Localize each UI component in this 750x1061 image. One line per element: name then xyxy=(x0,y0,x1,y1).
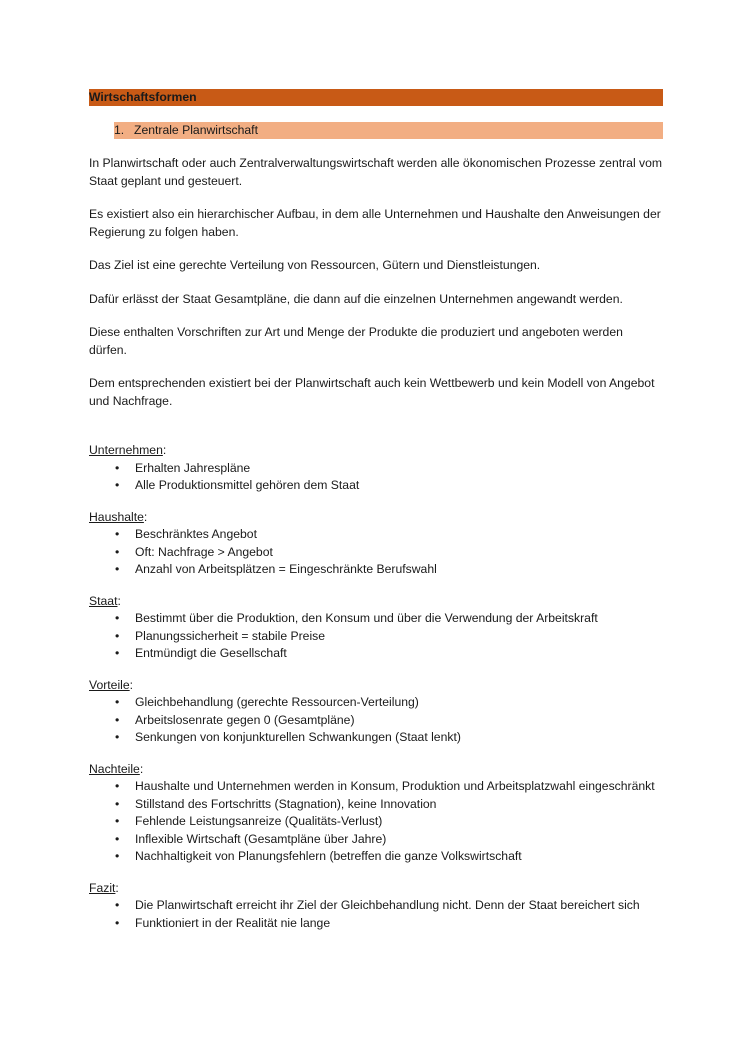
bullet-icon: • xyxy=(115,527,120,541)
list-item: • Die Planwirtschaft erreicht ihr Ziel der Gleichbehandlung nicht. Denn der Staat bereichert sich xyxy=(89,897,663,915)
bullet-icon: • xyxy=(115,562,120,576)
section-title: Vorteile xyxy=(89,677,130,692)
heading-bar xyxy=(89,89,663,106)
section-staat: Staat: • Bestimmt über die Produktion, den Konsum und über die Verwendung der Arbeitskraft • Planungssicherheit = stabile Preise • Entmündigt die Gesellschaft xyxy=(89,593,663,663)
list-item: • Alle Produktionsmittel gehören dem Staat xyxy=(89,477,663,495)
section-nachteile: Nachteile: • Haushalte und Unternehmen werden in Konsum, Produktion und Arbeitsplatzwahl eingeschränkt • Stillstand des Fortschritts (Stagnation), keine Innovation • Fehlende Leistungsanreize (Qualitäts-Verlust) • Inflexible Wirtschaft (Gesamtpläne über Jahre) • Nachhaltigkeit von Planungsfehlern (betreffen die ganze Volkswirtschaft xyxy=(89,761,663,866)
list-item: • Oft: Nachfrage > Angebot xyxy=(89,544,663,562)
heading-text: Wirtschaftsformen xyxy=(89,90,197,104)
list-item: • Haushalte und Unternehmen werden in Konsum, Produktion und Arbeitsplatzwahl eingeschränkt xyxy=(89,778,663,796)
paragraph: In Planwirtschaft oder auch Zentralverwaltungswirtschaft werden alle ökonomischen Prozesse zentral vom Staat geplant und gesteuert. xyxy=(89,156,663,188)
bullet-list xyxy=(89,526,663,579)
bullet-icon: • xyxy=(115,915,120,930)
section-unternehmen: Unternehmen: • Erhalten Jahrespläne • Alle Produktionsmittel gehören dem Staat xyxy=(89,442,663,495)
list-item: • Senkungen von konjunkturellen Schwankungen (Staat lenkt) xyxy=(89,729,663,747)
bullet-list xyxy=(89,460,663,495)
bullet-icon: • xyxy=(115,611,120,625)
list-item: • Beschränktes Angebot xyxy=(89,526,663,544)
bullet-icon: • xyxy=(115,849,120,863)
subheading-number: 1. xyxy=(114,123,125,137)
list-item: • Gleichbehandlung (gerechte Ressourcen-Verteilung) xyxy=(89,694,663,712)
section-title: Unternehmen xyxy=(89,443,163,457)
document-content xyxy=(89,89,663,946)
bullet-icon: • xyxy=(115,712,120,727)
list-item: • Anzahl von Arbeitsplätzen = Eingeschränkte Berufswahl xyxy=(89,561,663,579)
bullet-icon: • xyxy=(115,460,120,475)
paragraph: Es existiert also ein hierarchischer Aufbau, in dem alle Unternehmen und Haushalte den Anweisungen der Regierung zu folgen haben. xyxy=(89,207,661,239)
bullet-icon: • xyxy=(115,814,120,828)
list-item: • Funktioniert in der Realität nie lange xyxy=(89,915,663,933)
bullet-icon: • xyxy=(115,730,120,744)
paragraph: Dafür erlässt der Staat Gesamtpläne, die dann auf die einzelnen Unternehmen angewandt werden. xyxy=(89,291,623,306)
list-item: • Bestimmt über die Produktion, den Konsum und über die Verwendung der Arbeitskraft xyxy=(89,610,663,628)
list-item: • Planungssicherheit = stabile Preise xyxy=(89,628,663,646)
bullet-list xyxy=(89,694,663,747)
bullet-icon: • xyxy=(115,779,120,793)
section-fazit: Fazit: • Die Planwirtschaft erreicht ihr Ziel der Gleichbehandlung nicht. Denn der Staat bereichert sich • Funktioniert in der Realität nie lange xyxy=(89,880,663,933)
bullet-list xyxy=(89,897,663,932)
bullet-icon: • xyxy=(115,695,120,709)
paragraph: Das Ziel ist eine gerechte Verteilung von Ressourcen, Gütern und Dienstleistungen. xyxy=(89,258,541,272)
section-title: Fazit xyxy=(89,880,116,895)
bullet-icon: • xyxy=(115,646,120,660)
subheading-label: Zentrale Planwirtschaft xyxy=(134,123,258,137)
bullet-icon: • xyxy=(115,831,120,846)
list-item: • Arbeitslosenrate gegen 0 (Gesamtpläne) xyxy=(89,712,663,730)
list-item: • Nachhaltigkeit von Planungsfehlern (betreffen die ganze Volkswirtschaft xyxy=(89,848,663,866)
section-title: Haushalte xyxy=(89,509,144,524)
bullet-icon: • xyxy=(115,796,120,811)
section-title: Nachteile xyxy=(89,761,140,776)
list-item: • Stillstand des Fortschritts (Stagnation), keine Innovation xyxy=(89,796,663,814)
list-item: • Entmündigt die Gesellschaft xyxy=(89,645,663,663)
paragraph: Dem entsprechenden existiert bei der Planwirtschaft auch kein Wettbewerb und kein Modell von Angebot und Nachfrage. xyxy=(89,376,655,408)
paragraph: Diese enthalten Vorschriften zur Art und Menge der Produkte die produziert und angeboten werden dürfen. xyxy=(89,325,623,357)
list-item: • Erhalten Jahrespläne xyxy=(89,460,663,478)
subheading-bar xyxy=(114,122,663,139)
bullet-icon: • xyxy=(115,544,120,559)
list-item: • Fehlende Leistungsanreize (Qualitäts-Verlust) xyxy=(89,813,663,831)
bullet-list xyxy=(89,778,663,866)
list-item: • Inflexible Wirtschaft (Gesamtpläne über Jahre) xyxy=(89,831,663,849)
section-title: Staat xyxy=(89,593,118,608)
bullet-icon: • xyxy=(115,628,120,643)
spacer xyxy=(89,426,663,442)
bullet-list xyxy=(89,610,663,663)
bullet-icon: • xyxy=(115,898,120,912)
bullet-icon: • xyxy=(115,478,120,492)
section-vorteile: Vorteile: • Gleichbehandlung (gerechte Ressourcen-Verteilung) • Arbeitslosenrate gegen 0 (Gesamtpläne) • Senkungen von konjunkturellen Schwankungen (Staat lenkt) xyxy=(89,677,663,747)
section-haushalte: Haushalte: • Beschränktes Angebot • Oft: Nachfrage > Angebot • Anzahl von Arbeitsplätzen = Eingeschränkte Berufswahl xyxy=(89,509,663,579)
